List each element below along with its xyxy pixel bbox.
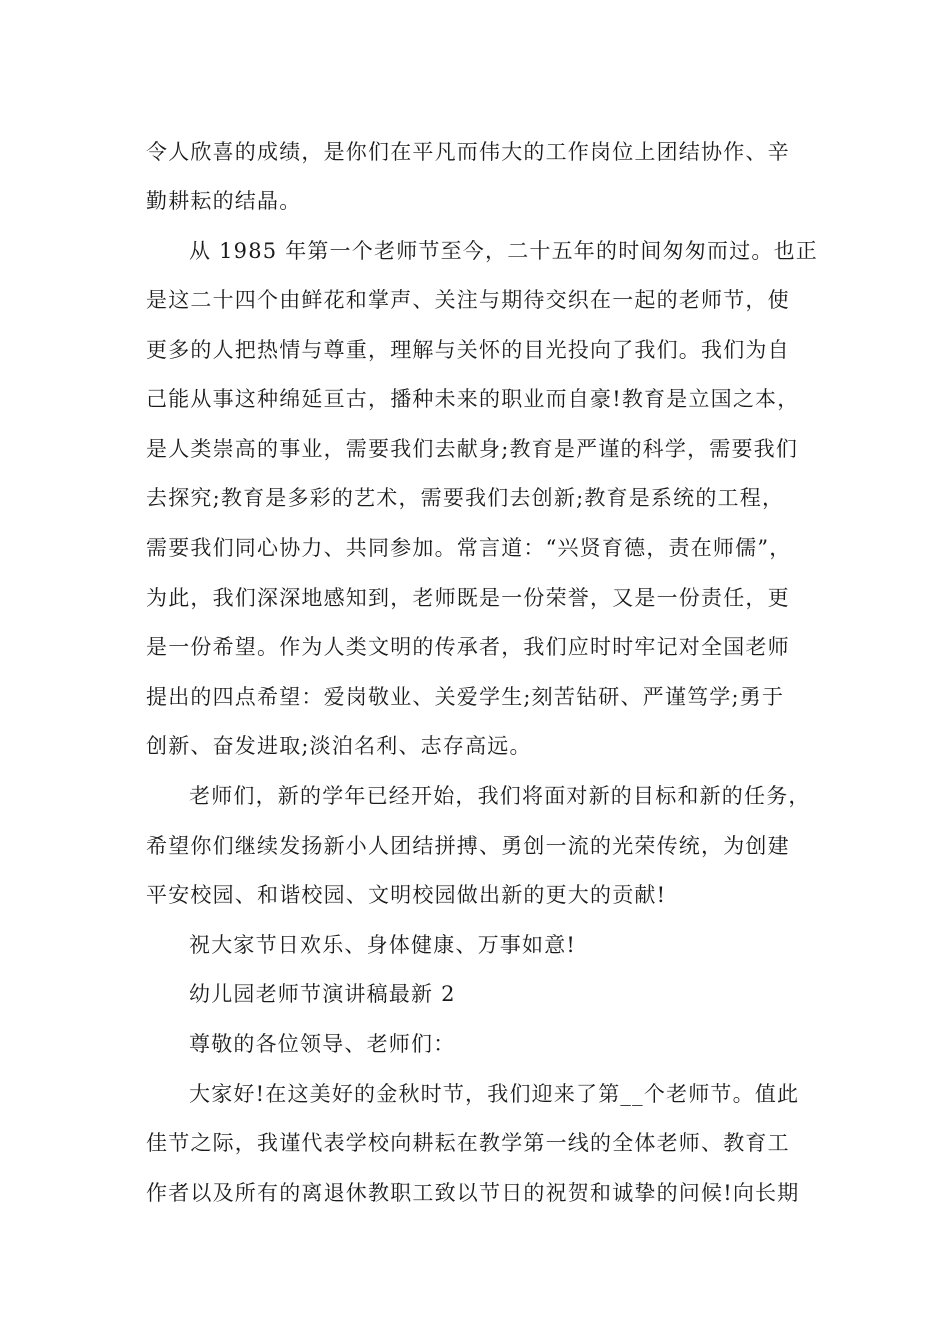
text-line: 作者以及所有的离退休教职工致以节日的祝贺和诚挚的问候!向长期 xyxy=(146,1181,800,1205)
text-line: 是人类崇高的事业，需要我们去献身;教育是严谨的科学，需要我们 xyxy=(146,437,799,461)
text-line: 平安校园、和谐校园、文明校园做出新的更大的贡献! xyxy=(146,883,667,907)
text-line: 更多的人把热情与尊重，理解与关怀的目光投向了我们。我们为自 xyxy=(146,338,790,362)
text-line: 需要我们同心协力、共同参加。常言道：“兴贤育德，责在师儒”， xyxy=(146,536,792,560)
section-title: 幼儿园老师节演讲稿最新 2 xyxy=(189,982,456,1006)
text-line: 创新、奋发进取;淡泊名利、志存高远。 xyxy=(146,734,532,758)
text-line: 己能从事这种绵延亘古，播种未来的职业而自豪!教育是立国之本， xyxy=(146,387,800,411)
text-line: 是这二十四个由鲜花和掌声、关注与期待交织在一起的老师节，使 xyxy=(146,288,790,312)
text-line: 是一份希望。作为人类文明的传承者，我们应时时牢记对全国老师 xyxy=(146,635,790,659)
text-line: 佳节之际，我谨代表学校向耕耘在教学第一线的全体老师、教育工 xyxy=(146,1131,790,1155)
paragraph-start-line: 大家好!在这美好的金秋时节，我们迎来了第__个老师节。值此 xyxy=(189,1082,800,1106)
paragraph-start-line: 老师们，新的学年已经开始，我们将面对新的目标和新的任务， xyxy=(189,784,811,808)
text-line: 提出的四点希望：爱岗敬业、关爱学生;刻苦钻研、严谨笃学;勇于 xyxy=(146,685,785,709)
text-line: 令人欣喜的成绩，是你们在平凡而伟大的工作岗位上团结协作、辛 xyxy=(146,140,790,164)
text-line: 为此，我们深深地感知到，老师既是一份荣誉，又是一份责任，更 xyxy=(146,586,790,610)
salutation: 尊敬的各位领导、老师们： xyxy=(189,1032,456,1056)
text-line: 勤耕耘的结晶。 xyxy=(146,189,302,213)
closing-wish: 祝大家节日欢乐、身体健康、万事如意! xyxy=(189,933,577,957)
text-line: 去探究;教育是多彩的艺术，需要我们去创新;教育是系统的工程， xyxy=(146,486,785,510)
text-line: 希望你们继续发扬新小人团结拼搏、勇创一流的光荣传统，为创建 xyxy=(146,834,790,858)
paragraph-start-line: 从 1985 年第一个老师节至今，二十五年的时间匆匆而过。也正 xyxy=(189,239,818,263)
